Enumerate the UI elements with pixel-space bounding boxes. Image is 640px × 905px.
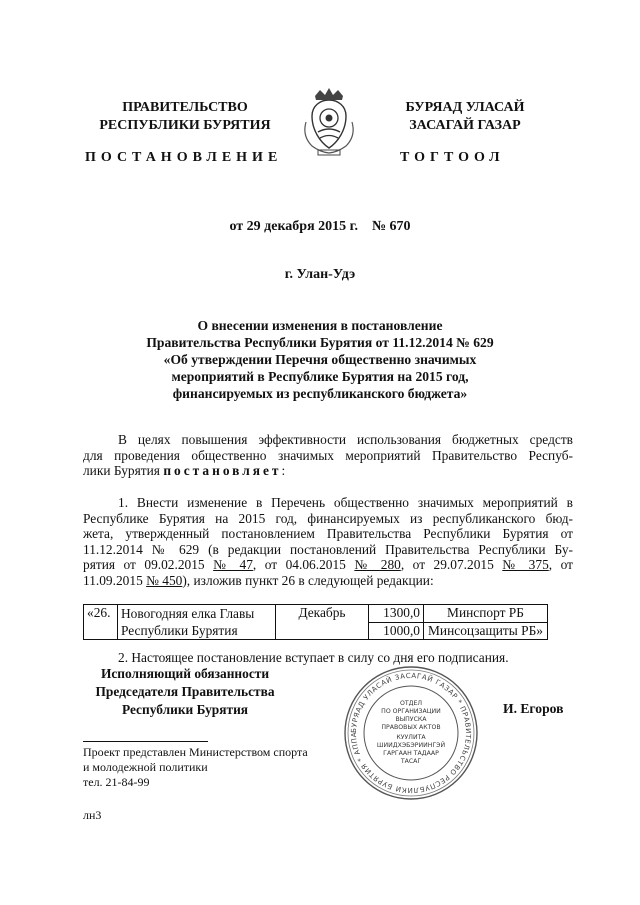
intro-line-1: В целях повышения эффективности использования бюджетных средств bbox=[118, 432, 573, 447]
org-name-bur-line-2: ЗАСАГАЙ ГАЗАР bbox=[409, 118, 521, 133]
document-number: № 670 bbox=[371, 219, 411, 234]
item-1-line-2: Республике Бурятия на 2015 год, финансируемых из республиканского бюд- bbox=[83, 510, 573, 526]
intro-line-3-text: лики Бурятия bbox=[83, 463, 160, 479]
event-line-2: Республики Бурятия bbox=[121, 623, 238, 638]
stamp-center-line: ОТДЕЛ bbox=[399, 700, 423, 707]
item-1-text-l6c: ), изложив пункт 26 в следующей редакции: bbox=[182, 572, 434, 588]
org-name-ru-line-1: ПРАВИТЕЛЬСТВО bbox=[122, 100, 248, 115]
item-1-line-3: жета, утвержденный постановлением Правительства Республики Бурятия от bbox=[83, 526, 573, 542]
stamp-center-line: ГАРГААН ТАДААР bbox=[383, 750, 439, 757]
signatory-name: И. Егоров bbox=[503, 701, 564, 716]
official-stamp bbox=[343, 665, 479, 801]
item-1-text-c: , от 04.06.2015 bbox=[252, 557, 346, 573]
item-2-paragraph: 2. Настоящее постановление вступает в силу со дня его подписания. bbox=[118, 650, 509, 665]
title-line-4: мероприятий в Республике Бурятия на 2015 год, bbox=[171, 369, 469, 384]
month-cell: Декабрь bbox=[276, 605, 369, 640]
stamp-ring-text: БУРЯАД УЛАСАЙ ЗАСАГАЙ ГАЗАР * ПРАВИТЕЛЬСТВО РЕСПУБЛИКИ БУРЯТИЯ * АППА bbox=[349, 671, 473, 795]
sum-cell: 1000,0 bbox=[369, 622, 424, 640]
org-name-bur-line-1: БУРЯАД УЛАСАЙ bbox=[405, 100, 525, 115]
signatory-position bbox=[80, 665, 290, 719]
org-name-ru-line-2: РЕСПУБЛИКИ БУРЯТИЯ bbox=[99, 118, 271, 133]
footer-divider bbox=[83, 741, 208, 742]
intro-colon: : bbox=[281, 463, 286, 479]
city: г. Улан-Удэ bbox=[284, 267, 356, 282]
item-1-text-e: , от 29.07.2015 bbox=[400, 557, 494, 573]
position-line-2: Председателя Правительства bbox=[95, 684, 275, 699]
stamp-center-line: ПРАВОВЫХ АКТОВ bbox=[381, 724, 441, 731]
coat-of-arms-icon bbox=[298, 86, 360, 158]
footer-code: лн3 bbox=[83, 808, 102, 822]
title-line-2: Правительства Республики Бурятия от 11.12.2014 № 629 bbox=[146, 335, 494, 350]
stamp-center-line: ШИИДХЭБЭРИИНГЭЙ bbox=[376, 742, 446, 749]
title-line-3: «Об утверждении Перечня общественно значимых bbox=[163, 352, 477, 367]
intro-line-2: для проведения общественно значимых мероприятий Правительство Респуб- bbox=[83, 447, 573, 463]
footer-note bbox=[83, 745, 308, 790]
stamp-center-line: КУУЛИТА bbox=[396, 734, 426, 741]
item-1-line-5 bbox=[83, 557, 573, 573]
document-date: от 29 декабря 2015 г. bbox=[229, 219, 358, 234]
intro-paragraph bbox=[83, 432, 573, 479]
item-1-text-l6a: 11.09.2015 bbox=[83, 572, 143, 588]
decree-word: постановляет bbox=[163, 463, 282, 479]
table-row bbox=[84, 605, 548, 623]
item-1-line-1: 1. Внести изменение в Перечень общественно значимых мероприятий в bbox=[118, 495, 573, 510]
position-line-1: Исполняющий обязанности bbox=[100, 666, 270, 681]
item-1-paragraph bbox=[83, 495, 573, 589]
sum-cell: 1300,0 bbox=[369, 605, 424, 623]
event-line-1: Новогодняя елка Главы bbox=[121, 606, 255, 621]
item-1-text-g: , от bbox=[548, 557, 573, 573]
date-number-line bbox=[0, 219, 640, 235]
org-name-ru bbox=[95, 99, 275, 135]
intro-line-3 bbox=[83, 463, 573, 479]
link-decree-280[interactable]: № 280 bbox=[354, 557, 401, 573]
doc-type-ru: ПОСТАНОВЛЕНИЕ bbox=[85, 150, 283, 165]
stamp-center-line: ПО ОРГАНИЗАЦИИ bbox=[381, 708, 441, 715]
link-decree-47[interactable]: № 47 bbox=[213, 557, 253, 573]
organizer-cell: Минспорт РБ bbox=[424, 605, 548, 623]
footer-line-2: и молодежной политики bbox=[83, 760, 208, 774]
item-number-cell: «26. bbox=[84, 605, 118, 640]
position-line-3: Республики Бурятия bbox=[121, 702, 249, 717]
amendment-table bbox=[83, 604, 548, 640]
title-line-1: О внесении изменения в постановление bbox=[197, 318, 443, 333]
org-name-bur bbox=[375, 99, 555, 135]
organizer-cell: Минсоцзащиты РБ» bbox=[424, 622, 548, 640]
link-decree-375[interactable]: № 375 bbox=[502, 557, 549, 573]
link-decree-450[interactable]: № 450 bbox=[146, 572, 183, 588]
stamp-center-line: ВЫПУСКА bbox=[395, 716, 427, 723]
item-1-line-6 bbox=[83, 573, 573, 589]
item-1-text-a: рятия от 09.02.2015 bbox=[83, 557, 205, 573]
footer-line-1: Проект представлен Министерством спорта bbox=[83, 745, 308, 759]
stamp-center-line: ТАСАГ bbox=[400, 758, 422, 765]
document-title bbox=[0, 317, 640, 402]
event-cell bbox=[118, 605, 276, 640]
footer-phone: тел. 21-84-99 bbox=[83, 775, 150, 789]
doc-type-bur: ТОГТООЛ bbox=[400, 150, 505, 165]
item-1-line-4: 11.12.2014 № 629 (в редакции постановлений Правительства Республики Бу- bbox=[83, 541, 573, 557]
title-line-5: финансируемых из республиканского бюджета» bbox=[172, 386, 468, 401]
